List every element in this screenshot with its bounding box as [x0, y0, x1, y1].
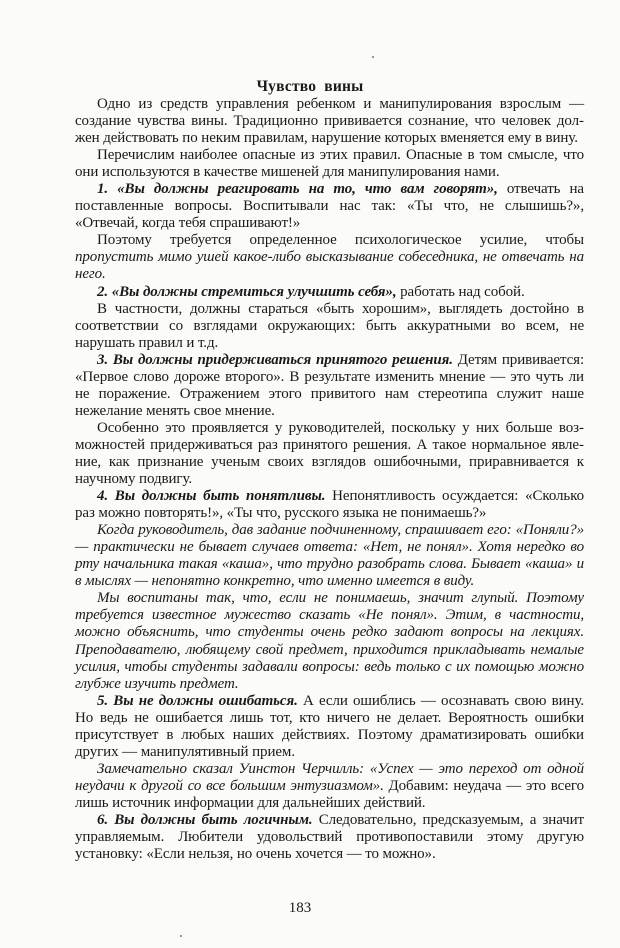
- scan-speck: [180, 935, 182, 937]
- paragraph: [75, 301, 584, 352]
- section-title: Чувство вины: [256, 78, 364, 95]
- paragraph-text: Детям прививается: «Первое слово дороже второго». В результате изменить мнение — это чуть ли не поражение. Отражением этого привитого нам стереотипа служит наше нежелание менять свое мнение.: [75, 351, 585, 419]
- italic-text: Замечательно сказал Уинстон Черчилль: «Успех — это переход от одной неудачи к другой со все большим энтузиазмом».: [75, 760, 584, 794]
- paragraph-italic: [75, 522, 584, 590]
- rule-3: [75, 352, 584, 420]
- italic-text: Мы воспитаны так, что, если не понимаешь, значит глупый. Поэтому требуется известное мужество сказать «Не понял». Этим, в частности, можно объяснить, что студенты очень редко задают вопросы на лекциях. Преподавателю, любящему свой предмет, приходится прикладывать немалые усилия, чтобы студенты задавали вопросы: ведь только с их помощью можно глубже изучить предмет.: [75, 590, 584, 692]
- paragraph: [75, 232, 584, 283]
- paragraph-text: Особенно это проявляется у руководителей, поскольку у них больше возможностей придерживаться раз принятого решения. А такое нормальное явление, как признание ученым своих взглядов ошибочными, приравнивается к научному подвигу.: [75, 419, 584, 488]
- rule-heading: 1. «Вы должны реагировать на то, что вам говорят»,: [97, 181, 498, 198]
- paragraph-text: Непонятливость осуждается: «Сколько раз можно повторять!», «Ты что, русского языка не понимаешь?»: [75, 488, 585, 522]
- rule-1: [75, 181, 584, 232]
- italic-text: пропустить мимо ушей какое-либо высказывание собеседника, не отвечать на него.: [75, 249, 584, 283]
- paragraph-text: Перечислим наиболее опасные из этих правил. Опасные в том смысле, что они используются в качестве мишеней для манипулирования нами.: [75, 147, 584, 181]
- rule-heading: 5. Вы не должны ошибаться.: [97, 692, 298, 709]
- paragraph-text: А если ошиблись — осознавать свою вину. Но ведь не ошибается лишь тот, кто ничего не делает. Вероятность ошибки присутствует в любых наших действиях. Поэтому драматизировать ошибки других — манипулятивный прием.: [75, 692, 585, 760]
- paragraph-text: Поэтому требуется определенное психологическое усилие, чтобы: [97, 232, 584, 249]
- paragraph: [75, 420, 584, 488]
- page-number: 183: [288, 900, 312, 917]
- paragraph-intro: [75, 96, 584, 147]
- paragraph-text: работать над собой.: [396, 283, 525, 300]
- paragraph-quote: [75, 761, 584, 812]
- paragraph-text: Следовательно, предсказуемым, а значит управляемым. Любители удовольствий противопоставили этому другую установку: «Если нельзя, но очень хочется — то можно».: [75, 811, 585, 863]
- scan-speck: [372, 56, 374, 58]
- paragraph-list-intro: [75, 147, 584, 181]
- rule-heading: 6. Вы должны быть логичным.: [97, 811, 313, 828]
- body-text: [75, 96, 584, 863]
- paragraph-text: отвечать на поставленные вопросы. Воспитывали нас так: «Ты что, не слышишь?», «Отвечай, когда тебя спрашивают!»: [75, 181, 584, 232]
- paragraph-text: В частности, должны стараться «быть хорошим», выглядеть достойно в соответствии со взглядами окружающих: быть аккуратными во всем, не нарушать правил и т.д.: [75, 300, 584, 351]
- rule-6: [75, 812, 584, 863]
- rule-5: [75, 693, 584, 761]
- rule-heading: 2. «Вы должны стремиться улучшить себя»,: [97, 283, 397, 300]
- italic-text: Когда руководитель, дав задание подчиненному, спрашивает его: «Поняли?» — практически не бывает случаев ответа: «Нет, не понял». Хотя нередко во рту начальника такая «каша», что трудно разобрать слова. Бывает «каша» и в мыслях — непонятно конкретно, что именно имеется в виду.: [75, 522, 584, 590]
- rule-heading: 4. Вы должны быть понятливы.: [97, 488, 326, 505]
- rule-4: [75, 488, 584, 522]
- rule-heading: 3. Вы должны придерживаться принятого решения.: [97, 351, 453, 368]
- paragraph-text: Добавим: неудача — это всего лишь источник информации для дальнейших действий.: [75, 777, 584, 811]
- paragraph-italic: [75, 590, 584, 692]
- rule-2: [75, 284, 584, 301]
- paragraph-text: Одно из средств управления ребенком и манипулирования взрослым — создание чувства вины. Традиционно прививается сознание, что человек должен действовать по неким правилам, нарушение которых вменяется ему в вину.: [75, 96, 584, 147]
